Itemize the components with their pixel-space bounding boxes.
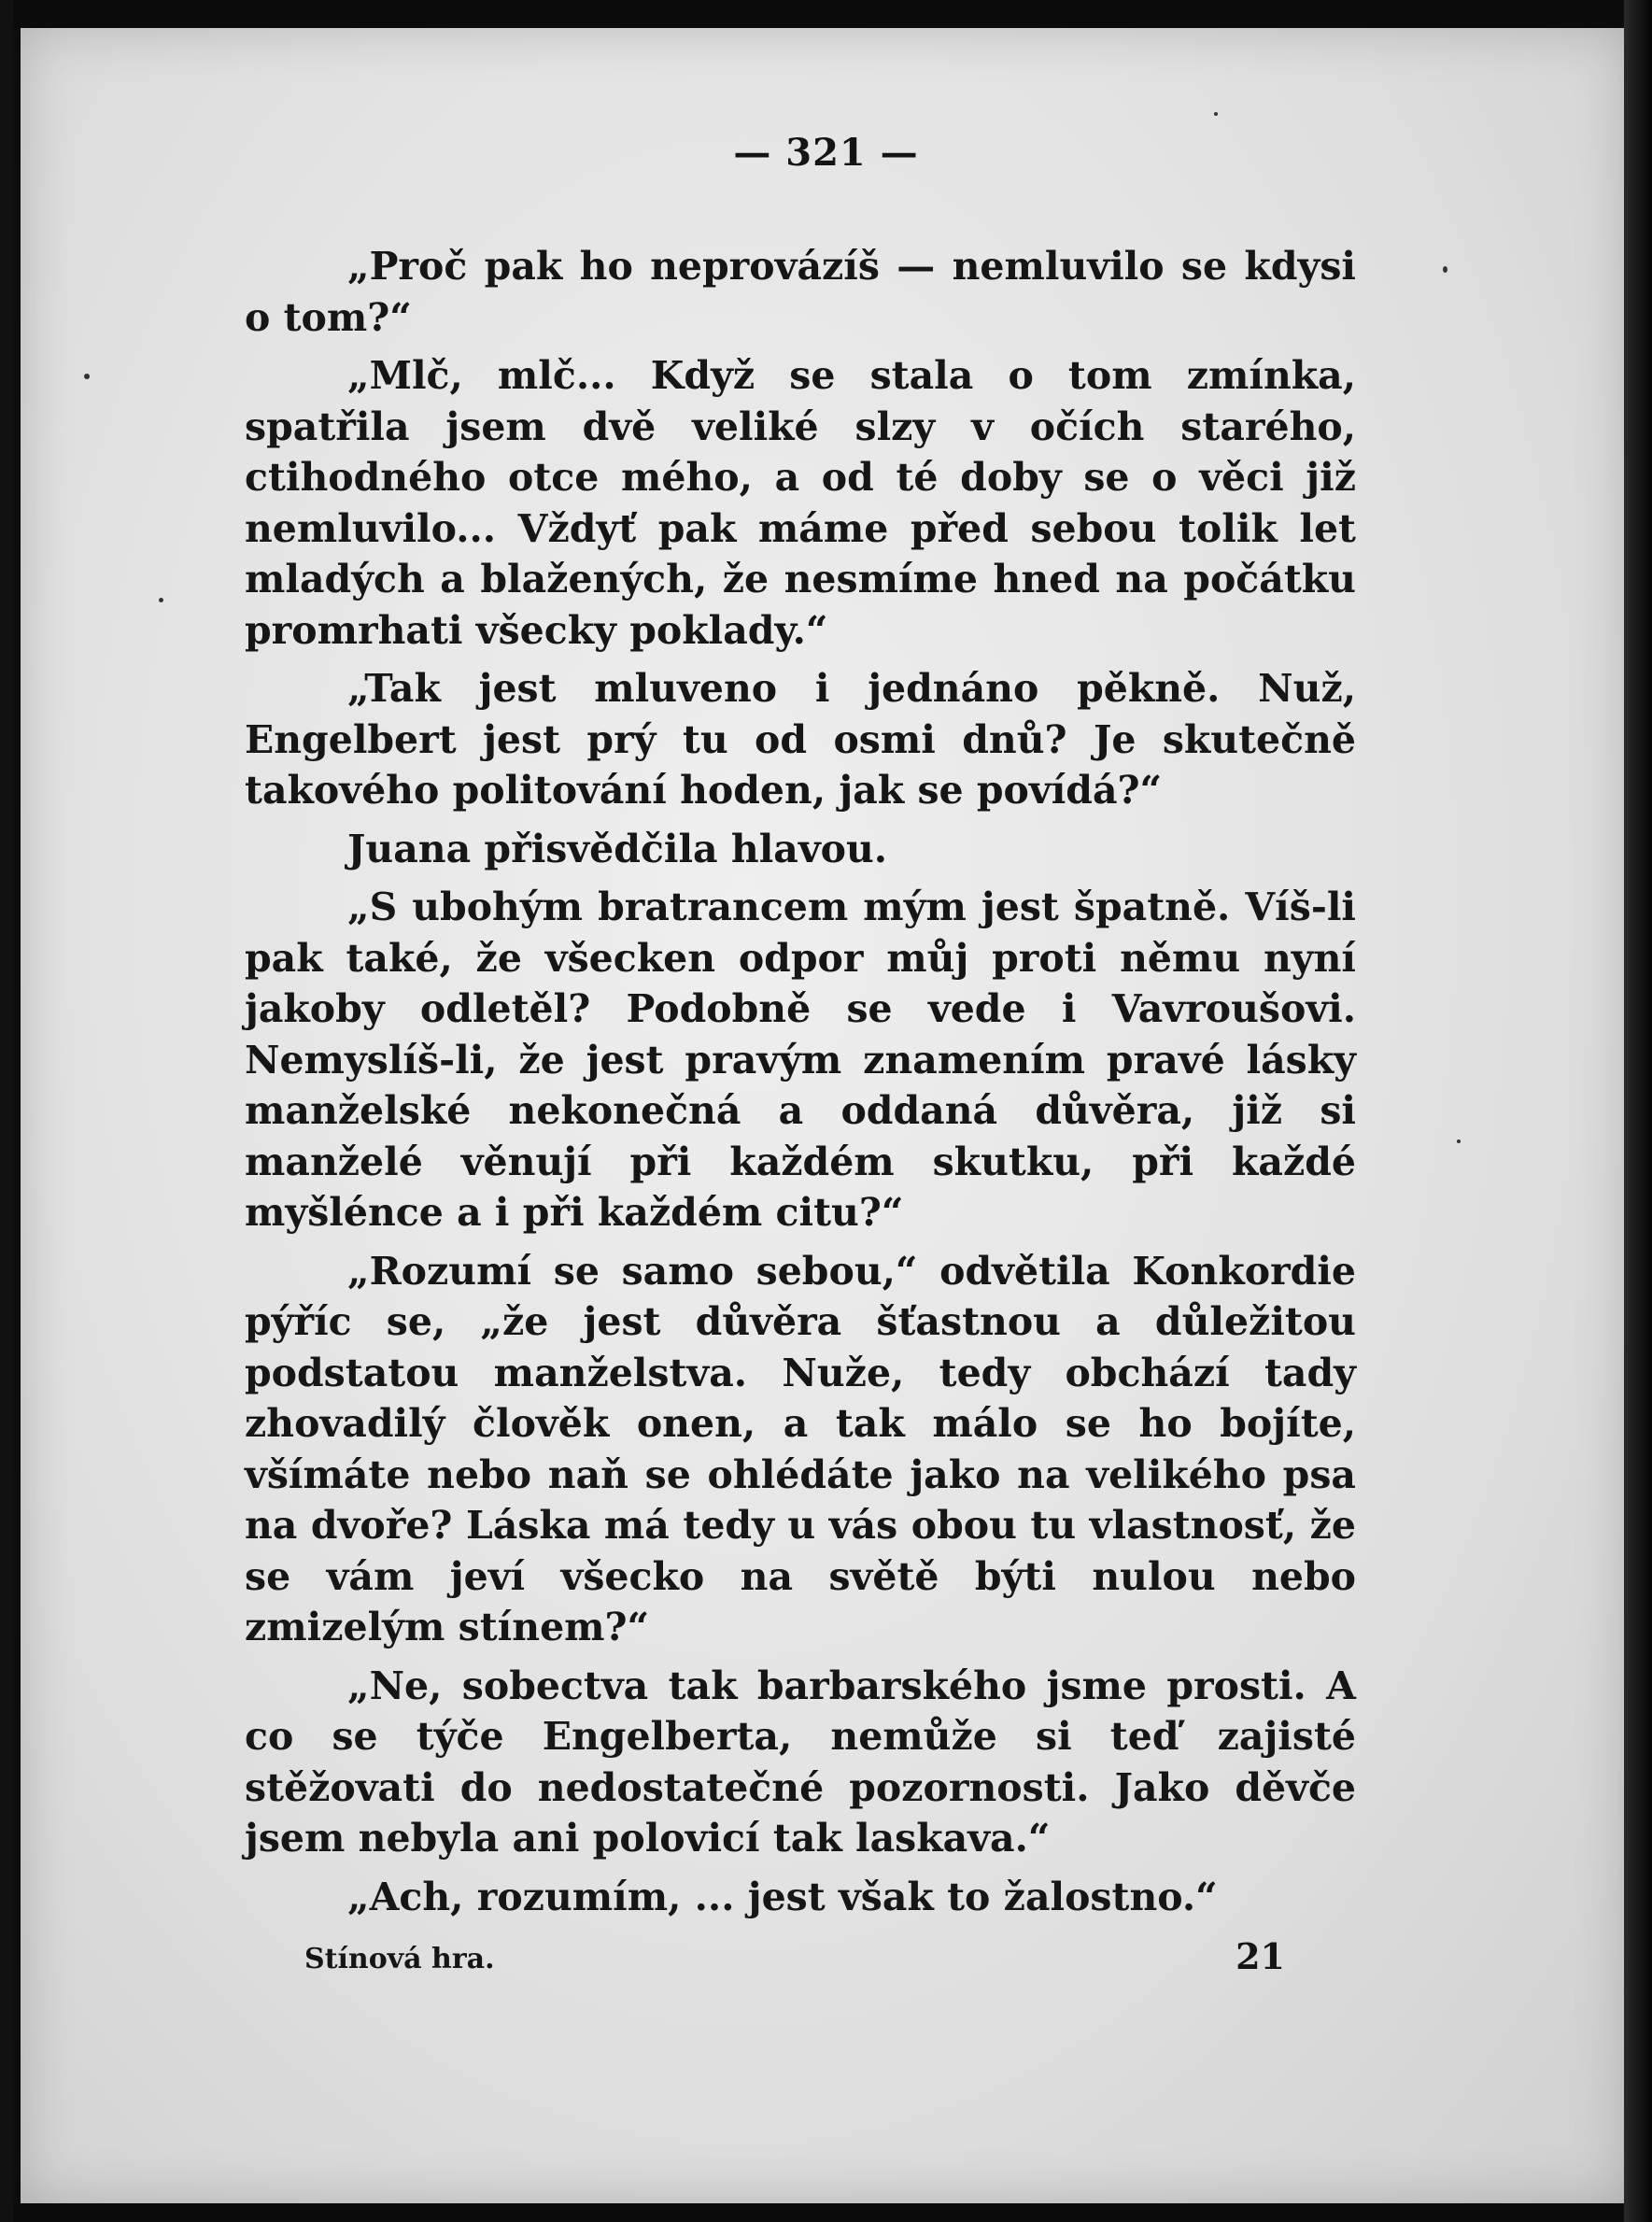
scan-border-right (1624, 0, 1652, 2222)
paragraph: „Mlč, mlč... Když se stala o tom zmínka, spatřila jsem dvě veliké slzy v očích starého, ctihodného otce mého, a od té doby se o věci již nemluvilo... Vždyť pak máme před sebou tolik let mladých a blažených, že nesmíme hned na počátku promrhati všecky poklady.“ (245, 353, 1356, 653)
paragraph: „Ach, rozumím, ... jest však to žalostno.“ (347, 1874, 1218, 1919)
body-text (245, 241, 1356, 1930)
paper-speck (159, 598, 163, 602)
paragraph: „Ne, sobectva tak barbarského jsme prosti. A co se týče Engelberta, nemůže si teď zajisté stěžovati do nedostatečné pozornosti. Jako děvče jsem nebyla ani polovicí tak laskava.“ (245, 1663, 1356, 1861)
sheet-number: 21 (1235, 1935, 1285, 1977)
scan-border-bottom (0, 2203, 1652, 2222)
printer-signature: Stínová hra. (304, 1943, 495, 1975)
paragraph: „Tak jest mluveno i jednáno pěkně. Nuž, Engelbert jest prý tu od osmi dnů? Je skutečně takového politování hoden, jak se povídá?“ (245, 666, 1356, 813)
paragraph: „Rozumí se samo sebou,“ odvětila Konkordie pýříc se, „že jest důvěra šťastnou a důležitou podstatou manželstva. Nuže, tedy obchází tady zhovadilý člověk onen, a tak málo se ho bojíte, všímáte nebo naň se ohlédáte jako na velikého psa na dvoře? Láska má tedy u vás obou tu vlastnosť, že se vám jeví všecko na světě býti nulou nebo zmizelým stínem?“ (245, 1248, 1356, 1649)
paragraph: „S ubohým bratrancem mým jest špatně. Víš-li pak také, že všecken odpor můj proti němu nyní jakoby odletěl? Podobně se vede i Vavroušovi. Nemyslíš-li, že jest pravým znamením pravé lásky manželské nekonečná a oddaná důvěra, již si manželé věnují při každém skutku, při každé myšlénce a i při každém citu?“ (245, 885, 1356, 1235)
paper-speck (1457, 1139, 1461, 1143)
scan-border-top (0, 0, 1652, 28)
paper-speck (84, 374, 90, 379)
paper-speck (1443, 266, 1447, 273)
page-number-header: — 321 — (733, 131, 919, 175)
scan-border-left (0, 0, 13, 2222)
paragraph: Juana přisvědčila hlavou. (347, 826, 888, 871)
paragraph: „Proč pak ho neprovázíš — nemluvilo se kdysi o tom?“ (245, 244, 1356, 340)
paper-speck (1214, 112, 1218, 116)
